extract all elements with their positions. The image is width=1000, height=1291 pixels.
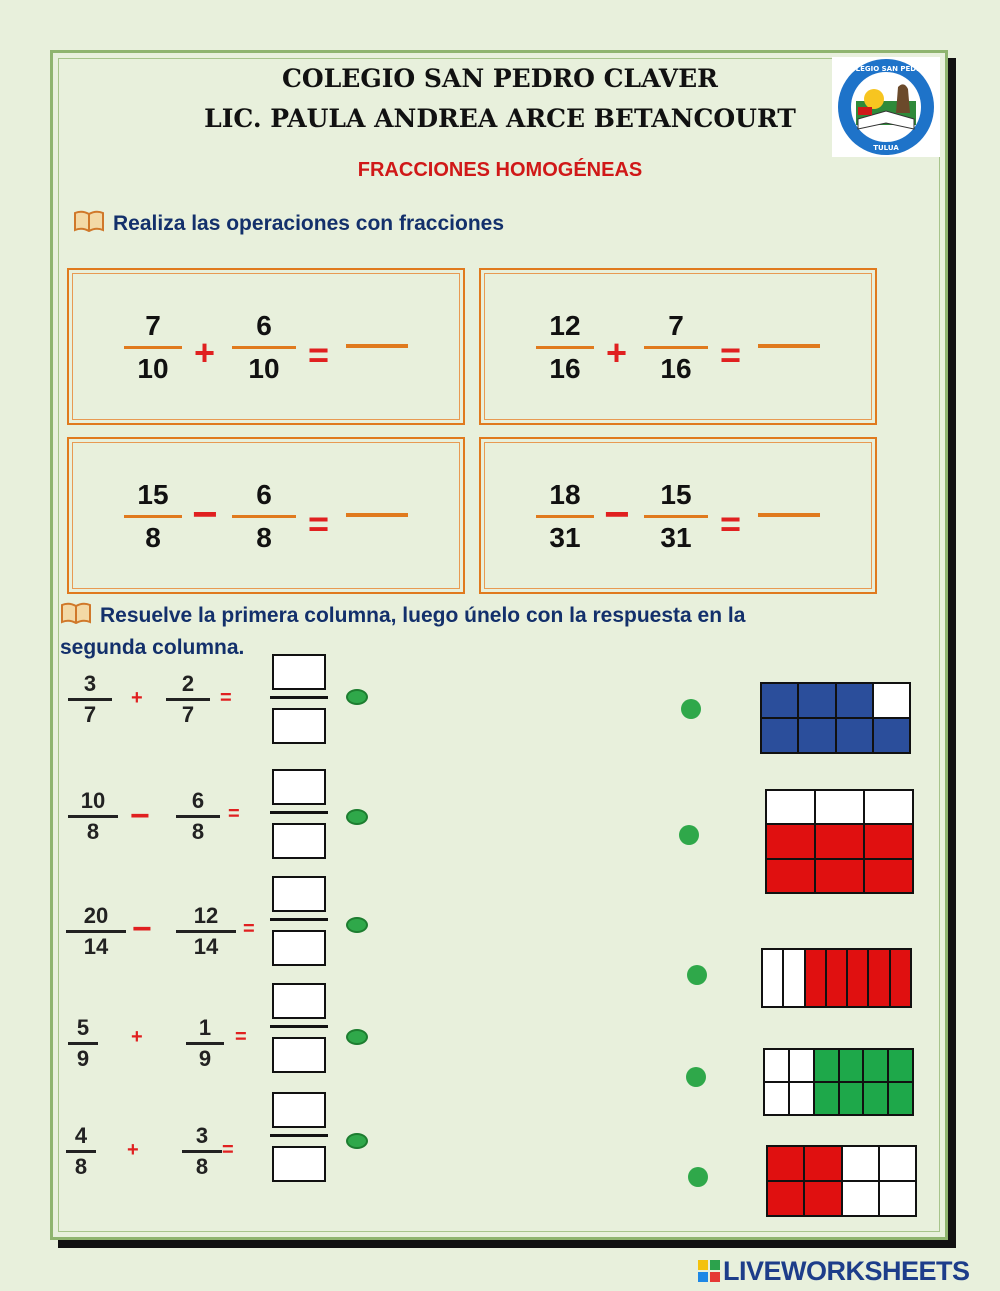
fraction: 7 10 — [124, 310, 182, 385]
denominator-answer-box[interactable] — [272, 930, 326, 966]
model-cell — [805, 1147, 840, 1180]
model-cell — [815, 1050, 838, 1081]
model-cell — [767, 860, 814, 892]
fraction-bar — [270, 918, 328, 921]
fraction: 12 14 — [176, 904, 236, 959]
fraction: 7 16 — [644, 310, 708, 385]
topic-title: FRACCIONES HOMOGÉNEAS — [357, 159, 643, 181]
instruction-1-text: Realiza las operaciones con fracciones — [113, 212, 505, 235]
svg-text:COLEGIO SAN PEDRO: COLEGIO SAN PEDRO — [844, 65, 928, 73]
model-cell — [768, 1182, 803, 1215]
model-cell — [816, 791, 863, 823]
fraction-bar — [270, 1025, 328, 1028]
fraction-bar — [270, 811, 328, 814]
equals-sign: = — [222, 1139, 234, 1161]
model-cell — [765, 1050, 788, 1081]
match-dot-left[interactable] — [346, 809, 368, 825]
model-cell — [880, 1147, 915, 1180]
model-cell — [864, 1050, 887, 1081]
fraction-model-2 — [765, 789, 914, 894]
model-cell — [840, 1083, 863, 1114]
fraction: 18 31 — [536, 479, 594, 554]
model-cell — [815, 1083, 838, 1114]
model-cell — [864, 1083, 887, 1114]
answer-line[interactable] — [346, 344, 408, 348]
teacher-name: LIC. PAULA ANDREA ARCE BETANCOURT — [204, 104, 796, 133]
equals-sign: = — [220, 687, 232, 709]
model-cell — [790, 1050, 813, 1081]
match-dot-right[interactable] — [687, 965, 707, 985]
numerator-answer-box[interactable] — [272, 983, 326, 1019]
fraction: 6 8 — [176, 789, 220, 844]
model-cell — [762, 719, 797, 752]
denominator-answer-box[interactable] — [272, 1146, 326, 1182]
model-cell — [799, 719, 834, 752]
model-cell — [840, 1050, 863, 1081]
match-dot-right[interactable] — [686, 1067, 706, 1087]
fraction: 20 14 — [66, 904, 126, 959]
numerator-answer-box[interactable] — [272, 769, 326, 805]
model-cell — [837, 719, 872, 752]
fraction-model-3 — [761, 948, 912, 1008]
model-cell — [880, 1182, 915, 1215]
model-cell — [768, 1147, 803, 1180]
numerator-answer-box[interactable] — [272, 1092, 326, 1128]
model-cell — [763, 950, 782, 1006]
model-cell — [865, 825, 912, 857]
denominator-answer-box[interactable] — [272, 823, 326, 859]
match-dot-right[interactable] — [681, 699, 701, 719]
school-logo — [832, 57, 940, 157]
model-cell — [843, 1147, 878, 1180]
fraction-bar — [270, 696, 328, 699]
model-cell — [874, 684, 909, 717]
fraction: 5 9 — [68, 1016, 98, 1071]
plus-operator: + — [127, 1139, 139, 1161]
model-cell — [848, 950, 867, 1006]
minus-operator: − — [192, 490, 218, 539]
match-dot-right[interactable] — [679, 825, 699, 845]
model-cell — [865, 791, 912, 823]
fraction-model-5 — [766, 1145, 917, 1217]
equals-sign: = — [720, 334, 742, 375]
plus-operator: + — [194, 332, 216, 373]
school-title: COLEGIO SAN PEDRO CLAVER — [282, 64, 718, 93]
match-dot-left[interactable] — [346, 1029, 368, 1045]
book-icon — [60, 602, 92, 624]
fraction-model-4 — [763, 1048, 914, 1116]
book-icon — [73, 210, 105, 232]
instruction-2 — [60, 600, 880, 664]
denominator-answer-box[interactable] — [272, 1037, 326, 1073]
fraction: 4 8 — [66, 1124, 96, 1179]
model-cell — [837, 684, 872, 717]
minus-operator: − — [604, 490, 630, 539]
model-cell — [827, 950, 846, 1006]
model-cell — [889, 1083, 912, 1114]
model-cell — [790, 1083, 813, 1114]
model-cell — [869, 950, 888, 1006]
fraction: 15 31 — [644, 479, 708, 554]
answer-line[interactable] — [758, 513, 820, 517]
model-cell — [843, 1182, 878, 1215]
match-dot-right[interactable] — [688, 1167, 708, 1187]
liveworksheets-brand[interactable]: LIVEWORKSHEETS — [698, 1256, 970, 1287]
fraction: 15 8 — [124, 479, 182, 554]
fraction: 12 16 — [536, 310, 594, 385]
minus-operator: − — [132, 910, 152, 948]
equals-sign: = — [308, 334, 330, 375]
fraction: 2 7 — [166, 672, 210, 727]
plus-operator: + — [131, 687, 143, 709]
fraction: 10 8 — [68, 789, 118, 844]
liveworksheets-logo-icon — [698, 1260, 720, 1282]
model-cell — [767, 791, 814, 823]
fraction: 1 9 — [186, 1016, 224, 1071]
model-cell — [806, 950, 825, 1006]
model-cell — [891, 950, 910, 1006]
model-cell — [816, 825, 863, 857]
instruction-1 — [73, 210, 504, 236]
fraction: 6 8 — [232, 479, 296, 554]
denominator-answer-box[interactable] — [272, 708, 326, 744]
equals-sign: = — [235, 1026, 247, 1048]
fraction: 3 8 — [182, 1124, 222, 1179]
model-cell — [799, 684, 834, 717]
equals-sign: = — [243, 918, 255, 940]
equals-sign: = — [308, 503, 330, 544]
svg-text:TULUA: TULUA — [873, 144, 899, 152]
numerator-answer-box[interactable] — [272, 654, 326, 690]
model-cell — [765, 1083, 788, 1114]
fraction-bar — [270, 1134, 328, 1137]
match-dot-left[interactable] — [346, 917, 368, 933]
minus-operator: − — [130, 797, 150, 835]
match-dot-left[interactable] — [346, 1133, 368, 1149]
answer-line[interactable] — [346, 513, 408, 517]
model-cell — [762, 684, 797, 717]
model-cell — [865, 860, 912, 892]
fraction: 3 7 — [68, 672, 112, 727]
fraction-model-1 — [760, 682, 911, 754]
instruction-2-line1: Resuelve la primera columna, luego únelo con la respuesta en la — [100, 604, 746, 627]
match-dot-left[interactable] — [346, 689, 368, 705]
model-cell — [767, 825, 814, 857]
model-cell — [874, 719, 909, 752]
answer-line[interactable] — [758, 344, 820, 348]
equals-sign: = — [228, 803, 240, 825]
instruction-2-line2: segunda columna. — [60, 636, 245, 659]
model-cell — [816, 860, 863, 892]
model-cell — [784, 950, 803, 1006]
model-cell — [889, 1050, 912, 1081]
plus-operator: + — [131, 1026, 143, 1048]
equals-sign: = — [720, 503, 742, 544]
model-cell — [805, 1182, 840, 1215]
plus-operator: + — [606, 332, 628, 373]
fraction: 6 10 — [232, 310, 296, 385]
numerator-answer-box[interactable] — [272, 876, 326, 912]
